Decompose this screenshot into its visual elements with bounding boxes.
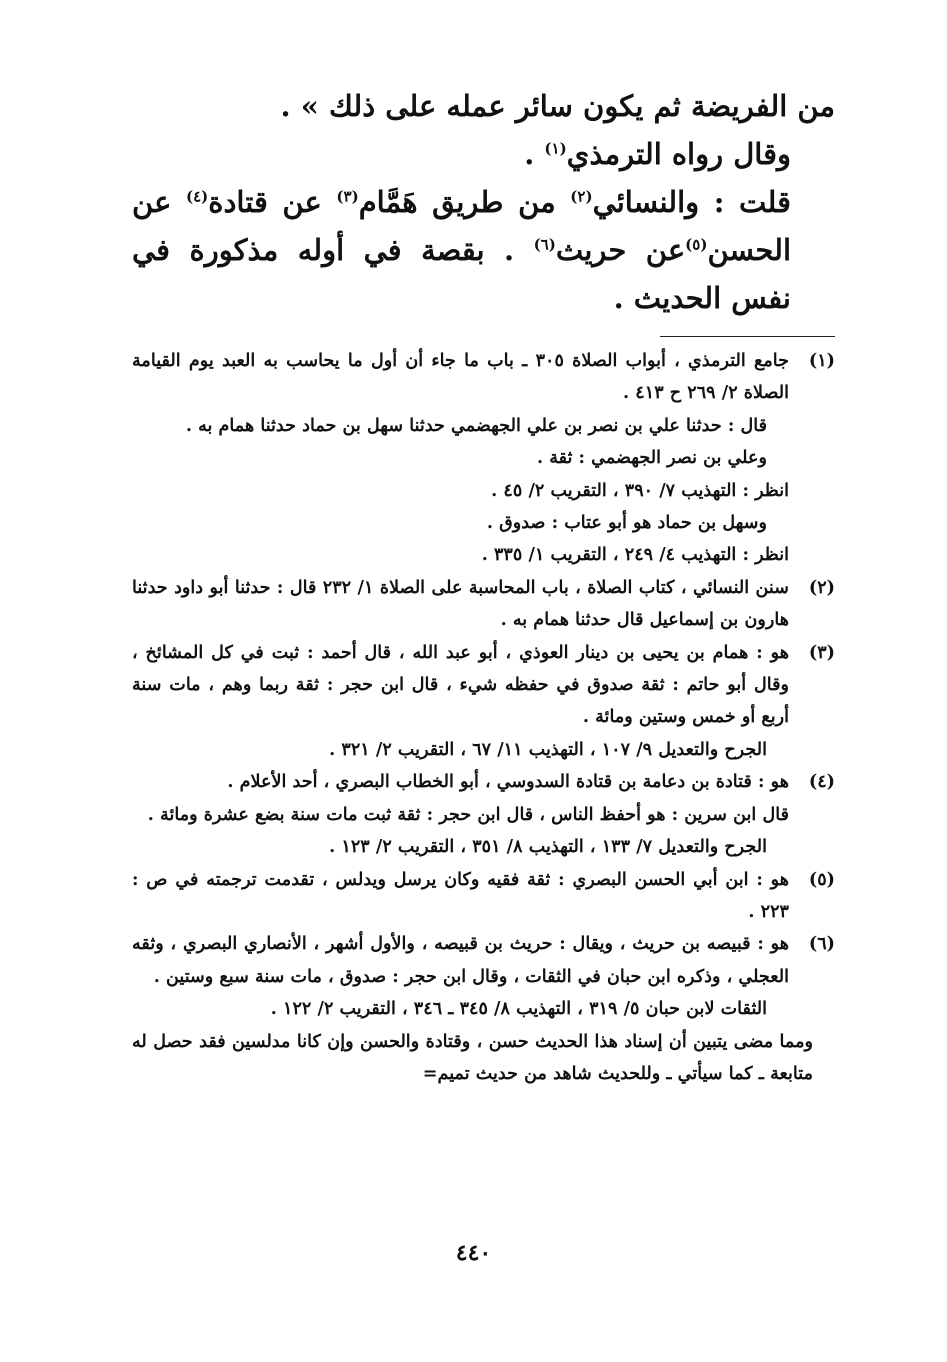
footnote-line: انظر : التهذيب ٧/ ٣٩٠ ، التقريب ٢/ ٤٥ . <box>491 479 789 501</box>
footnote-5 <box>132 864 835 929</box>
footnote-line: هو : قبيصه بن حريث ، ويقال : حريث بن قبيصه ، والأول أشهر ، الأنصاري البصري ، وثقه العجلي ، وذكره ابن حبان في الثقات ، وقال ابن حجر : صدوق ، مات سنة سبع وستين . <box>132 933 789 987</box>
footnote-line: سنن النسائي ، كتاب الصلاة ، باب المحاسبة على الصلاة ١/ ٢٣٢ قال : حدثنا أبو داود حدثنا هارون بن إسماعيل قال حدثنا همام به . <box>132 576 789 631</box>
main-text <box>132 82 835 322</box>
footnote-body <box>132 766 789 863</box>
main-para-part-4: عن الحسن <box>132 185 792 267</box>
footnote-number: (٢) <box>808 576 835 598</box>
footnote-number: (٤) <box>808 771 835 793</box>
footnote-ref-4: (٤) <box>185 187 209 206</box>
main-line-2 <box>132 130 835 178</box>
footnote-line: الجرح والتعديل ٩/ ١٠٧ ، التهذيب ١١/ ٦٧ ، التقريب ٢/ ٣٢١ . <box>329 738 767 760</box>
footnote-line: جامع الترمذي ، أبواب الصلاة ٣٠٥ ـ باب ما جاء أن أول ما يحاسب به العبد يوم القيامة الصلاة ٢/ ٢٦٩ ح ٤١٣ . <box>132 350 790 404</box>
footnote-1 <box>132 345 835 572</box>
footnote-body <box>132 345 789 572</box>
main-line-2-end: . <box>524 137 545 171</box>
footnotes <box>132 345 835 1090</box>
footnote-3 <box>132 637 835 767</box>
main-para-part-3: عن قتادة <box>208 185 337 219</box>
main-paragraph <box>132 178 835 322</box>
footnote-ref-1: (١) <box>544 139 567 158</box>
footnote-line: وعلي بن نصر الجهضمي : ثقة . <box>536 447 767 469</box>
footnote-number: (٣) <box>808 641 835 663</box>
footnote-number: (٥) <box>808 868 835 890</box>
footnote-ref-2: (٢) <box>570 187 593 206</box>
footnote-6 <box>132 928 835 1025</box>
footnote-ref-6: (٦) <box>533 235 556 254</box>
footnote-line: هو : ابن أبي الحسن البصري : ثقة فقيه وكان يرسل ويدلس ، تقدمت ترجمته في ص : ٢٢٣ . <box>132 868 789 922</box>
main-para-part-6: . بقصة في أوله مذكورة في نفس الحديث . <box>132 233 791 315</box>
footnote-line: وسهل بن حماد هو أبو عتاب : صدوق . <box>486 512 767 534</box>
continuation-text: ومما مضى يتبين أن إسناد هذا الحديث حسن ، وقتادة والحسن وإن كانا مدلسين فقد حصل له متابعة ـ كما سيأتي ـ وللحديث شاهد من حديث تميم= <box>132 1030 813 1084</box>
footnote-line: الثقات لابن حبان ٥/ ٣١٩ ، التهذيب ٨/ ٣٤٥ ـ ٣٤٦ ، التقريب ٢/ ١٢٢ . <box>270 998 767 1020</box>
footnote-body <box>132 928 789 1025</box>
main-para-part-1: قلت : والنسائي <box>592 185 791 219</box>
main-line-1: من الفريضة ثم يكون سائر عمله على ذلك » . <box>280 89 835 123</box>
footnote-divider <box>660 336 835 337</box>
main-line-2-text: وقال رواه الترمذي <box>566 137 791 171</box>
footnote-continuation <box>132 1026 835 1091</box>
footnote-line: انظر : التهذيب ٤/ ٢٤٩ ، التقريب ١/ ٣٣٥ . <box>481 544 789 566</box>
footnote-number: (١) <box>808 350 835 371</box>
footnote-body <box>132 864 789 929</box>
main-para-part-2: من طريق هَمَّام <box>358 185 571 219</box>
footnote-line: هو : همام بن يحيى بن دينار العوذي ، أبو عبد الله ، قال أحمد : ثبت في كل المشائخ ، وقال أبو حاتم : ثقة صدوق في حفظه شيء ، قال ابن حجر : ثقة ربما وهم ، مات سنة أربع أو خمس وستين ومائة . <box>132 641 789 728</box>
footnote-line: الجرح والتعديل ٧/ ١٣٣ ، التهذيب ٨/ ٣٥١ ، التقريب ٢/ ١٢٣ . <box>329 836 767 858</box>
footnote-body <box>132 572 789 637</box>
footnote-2 <box>132 572 835 637</box>
footnote-line: هو : قتادة بن دعامة بن قتادة السدوسي ، أبو الخطاب البصري ، أحد الأعلام . <box>227 771 789 793</box>
footnote-ref-3: (٣) <box>336 187 359 206</box>
footnote-body <box>132 637 789 767</box>
footnote-line: قال : حدثنا علي بن نصر بن علي الجهضمي حدثنا سهل بن حماد حدثنا همام به . <box>185 414 767 436</box>
page-number: ٤٤٠ <box>455 1240 492 1266</box>
footnote-number: (٦) <box>808 933 835 955</box>
footnote-ref-5: (٥) <box>685 235 708 254</box>
footnote-line: قال ابن سرين : هو أحفظ الناس ، قال ابن حجر : ثقة ثبت مات سنة بضع عشرة ومائة . <box>147 803 789 825</box>
main-para-part-5: عن حريث <box>555 233 686 267</box>
footnote-4 <box>132 766 835 863</box>
